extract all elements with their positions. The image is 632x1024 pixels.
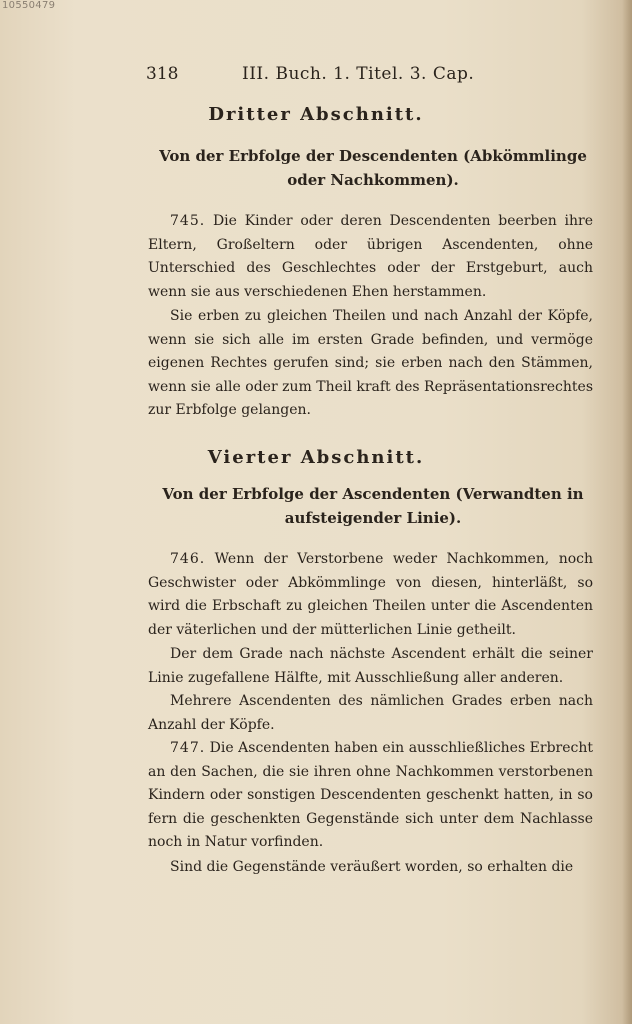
paragraph-745-cont: [148, 305, 593, 423]
paragraph-text: Mehrere Ascendenten des nämlichen Grades erben nach Anzahl der Köpfe.: [148, 693, 593, 733]
section-heading-vierter: Vierter Abschnitt.: [207, 447, 425, 468]
paragraph-text: Sind die Gegenstände veräußert worden, so erhalten die: [170, 859, 574, 875]
paragraph-text: Die Kinder oder deren Descendenten beerben ihre Eltern, Großeltern oder übrigen Ascendenten, ohne Unterschied des Geschlechtes oder der Erstgeburt, auch wenn sie aus verschiedenen Ehen herstammen.: [148, 213, 593, 300]
paragraph-text: Wenn der Verstorbene weder Nachkommen, noch Geschwister oder Abkömmlinge von diesen, hinterläßt, so wird die Erbschaft zu gleichen Theilen unter die Ascendenten der väterlichen und der mütterlichen Linie getheilt.: [148, 551, 593, 638]
running-header: [146, 64, 506, 88]
paragraph-number: 747.: [170, 740, 206, 756]
paragraph-text: Die Ascendenten haben ein ausschließliches Erbrecht an den Sachen, die sie ihren ohne Nachkommen verstorbenen Kindern oder sonstigen Descendenten geschenkt hatten, in so fern die geschenkten Gegenstände sich unter dem Nachlasse noch in Natur vorfinden.: [148, 740, 593, 850]
paragraph-number: 745.: [170, 213, 206, 229]
page-number: 318: [146, 64, 179, 84]
section-heading-dritter: Dritter Abschnitt.: [208, 104, 424, 125]
paragraph-747: [148, 737, 593, 855]
running-head-text: III. Buch. 1. Titel. 3. Cap.: [242, 64, 475, 84]
page-edge-shadow: [622, 0, 632, 1024]
paragraph-747-cont: [148, 856, 593, 880]
paragraph-746: [148, 548, 593, 642]
section-subheading-descendenten: Von der Erbfolge der Descendenten (Abkömmlinge oder Nachkommen).: [159, 147, 587, 189]
scan-id-stamp: 10550479: [2, 0, 56, 11]
paragraph-number: 746.: [170, 551, 206, 567]
paragraph-text: Sie erben zu gleichen Theilen und nach Anzahl der Köpfe, wenn sie sich alle im ersten Grade befinden, und vermöge eigenen Rechtes gerufen sind; sie erben nach den Stämmen, wenn sie alle oder zum Theil kraft des Repräsentationsrechtes zur Erbfolge gelangen.: [148, 308, 593, 418]
paragraph-text: Der dem Grade nach nächste Ascendent erhält die seiner Linie zugefallene Hälfte, mit Ausschließung aller anderen.: [148, 646, 593, 686]
paragraph-746-c: [148, 690, 593, 737]
section-subheading-ascendenten: Von der Erbfolge der Ascendenten (Verwandten in aufsteigender Linie).: [162, 485, 584, 527]
paragraph-746-b: [148, 643, 593, 690]
paragraph-745: [148, 210, 593, 304]
